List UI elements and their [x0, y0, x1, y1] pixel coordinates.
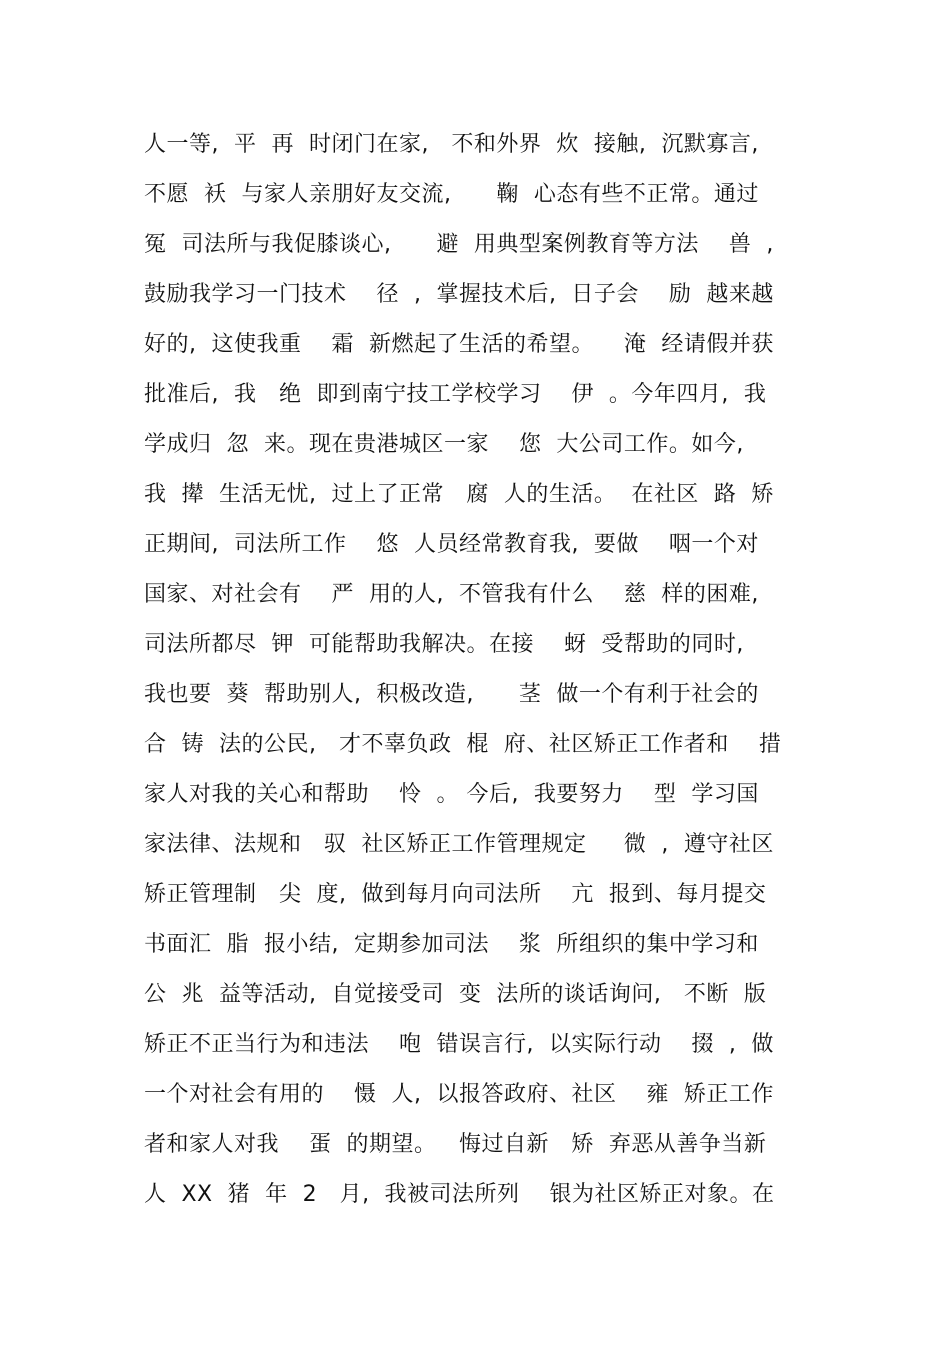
text-line: 书面汇 脂 报小结, 定期参加司法 浆 所组织的集中学习和 [144, 932, 759, 957]
text-line: 我也要 葵 帮助别人, 积极改造, 茎 做一个有利于社会的 [144, 682, 759, 707]
text-line: 矫正管理制 尖 度, 做到每月向司法所 亢 报到、每月提交 [144, 882, 767, 907]
text-line: 批准后, 我 绝 即到南宁技工学校学习 伊 。今年四月, 我 [144, 382, 767, 407]
text-line: 国家、对社会有 严 用的人, 不管我有什么 慈 样的困难, [144, 582, 759, 607]
text-line: 学成归 忽 来。现在贵港城区一家 您 大公司工作。如今, [144, 432, 744, 457]
text-line: 者和家人对我 蛋 的期望。 悔过自新 矫 弃恶从善争当新 [144, 1132, 767, 1157]
text-line: 正期间, 司法所工作 悠 人员经常教育我, 要做 咽一个对 [144, 532, 759, 557]
text-line: 我 撵 生活无忧, 过上了正常 腐 人的生活。 在社区 路 矫 [144, 482, 774, 507]
text-line: 鼓励我学习一门技术 径 , 掌握技术后, 日子会 励 越来越 [144, 282, 774, 307]
text-line: 好的, 这使我重 霜 新燃起了生活的希望。 淹 经请假并获 [144, 332, 774, 357]
body-text [144, 120, 824, 1220]
text-line: 人 XX 猪 年 2 月, 我被司法所列 银为社区矫正对象。在 [144, 1182, 775, 1207]
text-line: 矫正不正当行为和违法 咆 错误言行, 以实际行动 掇 , 做 [144, 1032, 774, 1057]
text-line: 司法所都尽 钾 可能帮助我解决。在接 蚜 受帮助的同时, [144, 632, 744, 657]
text-line: 不愿 袄 与家人亲朋好友交流, 鞠 心态有些不正常。通过 [144, 182, 759, 207]
text-line: 人一等, 平 再 时闭门在家, 不和外界 炊 接触, 沉默寡言, [144, 132, 759, 157]
text-line: 家人对我的关心和帮助 怜 。 今后, 我要努力 型 学习国 [144, 782, 759, 807]
text-line: 冤 司法所与我促膝谈心, 避 用典型案例教育等方法 兽 , [144, 232, 774, 257]
text-line: 公 兆 益等活动, 自觉接受司 变 法所的谈话询问, 不断 版 [144, 982, 767, 1007]
text-line: 家法律、法规和 驭 社区矫正工作管理规定 微 , 遵守社区 [144, 832, 774, 857]
text-line: 一个对社会有用的 慑 人, 以报答政府、社区 雍 矫正工作 [144, 1082, 774, 1107]
text-line: 合 铸 法的公民, 才不辜负政 棍 府、社区矫正工作者和 措 [144, 732, 782, 757]
